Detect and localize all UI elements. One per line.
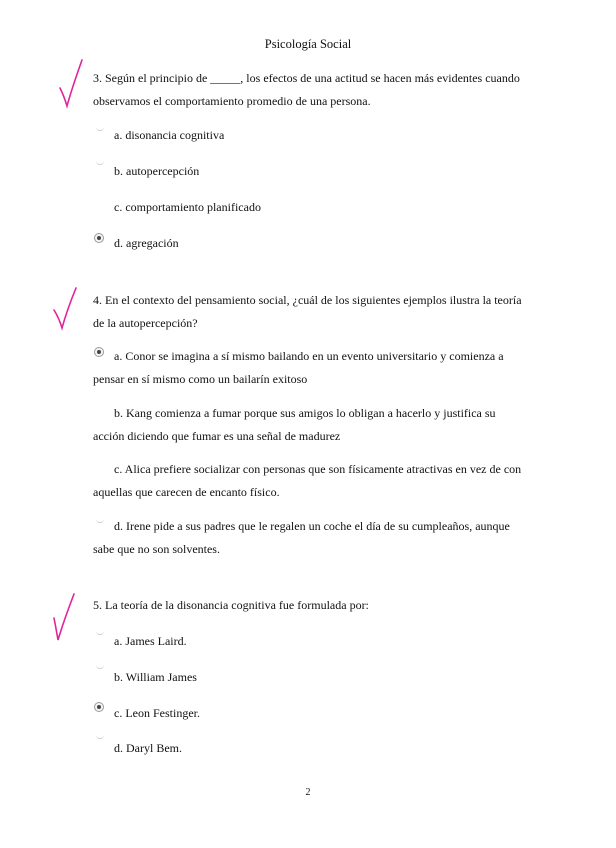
question-5-option-c[interactable]: c. Leon Festinger. — [114, 706, 200, 720]
handwritten-checkmark-icon — [52, 592, 76, 644]
question-4-option-b[interactable]: b. Kang comienza a fumar porque sus amigos lo obligan a hacerlo y justifica su acción diciendo que fumar es una señal de madurez — [93, 406, 496, 443]
page-number: 2 — [305, 787, 311, 798]
question-3-option-d[interactable]: d. agregación — [114, 236, 179, 250]
question-4-option-c[interactable]: c. Alica prefiere socializar con personas que son físicamente atractivas en vez de con aquellas que carecen de encanto físico. — [93, 462, 522, 499]
question-3-option-b[interactable]: b. autopercepción — [114, 164, 200, 178]
radio-selected-icon[interactable] — [94, 233, 104, 243]
page-header-title: Psicología Social — [264, 37, 352, 51]
question-5-option-d[interactable]: d. Daryl Bem. — [114, 741, 182, 755]
radio-selected-icon[interactable] — [94, 702, 104, 712]
question-5-text: 5. La teoría de la disonancia cognitiva fue formulada por: — [93, 598, 369, 612]
handwritten-checkmark-icon — [52, 286, 78, 332]
question-3-option-a[interactable]: a. disonancia cognitiva — [114, 128, 225, 142]
question-5-option-a[interactable]: a. James Laird. — [114, 634, 187, 648]
radio-unselected-icon[interactable] — [96, 664, 104, 669]
radio-dot-icon — [97, 236, 101, 240]
radio-unselected-icon[interactable] — [96, 126, 104, 131]
handwritten-checkmark-icon — [58, 58, 84, 110]
question-5-option-b[interactable]: b. William James — [114, 670, 197, 684]
radio-dot-icon — [97, 705, 101, 709]
question-4-option-d[interactable]: d. Irene pide a sus padres que le regalen un coche el día de su cumpleaños, aunque sabe que no son solventes. — [93, 519, 510, 556]
radio-unselected-icon[interactable] — [96, 734, 104, 739]
question-4-text: 4. En el contexto del pensamiento social, ¿cuál de los siguientes ejemplos ilustra la teoría de la autopercepción? — [93, 293, 522, 330]
question-3-option-c[interactable]: c. comportamiento planificado — [114, 200, 261, 214]
radio-unselected-icon[interactable] — [96, 630, 104, 635]
question-4-option-a[interactable]: a. Conor se imagina a sí mismo bailando en un evento universitario y comienza a pensar en sí mismo como un bailarín exitoso — [93, 349, 504, 386]
question-3-text: 3. Según el principio de _____, los efectos de una actitud se hacen más evidentes cuando observamos el comportamiento promedio de una persona. — [93, 71, 520, 108]
radio-unselected-icon[interactable] — [96, 160, 104, 165]
